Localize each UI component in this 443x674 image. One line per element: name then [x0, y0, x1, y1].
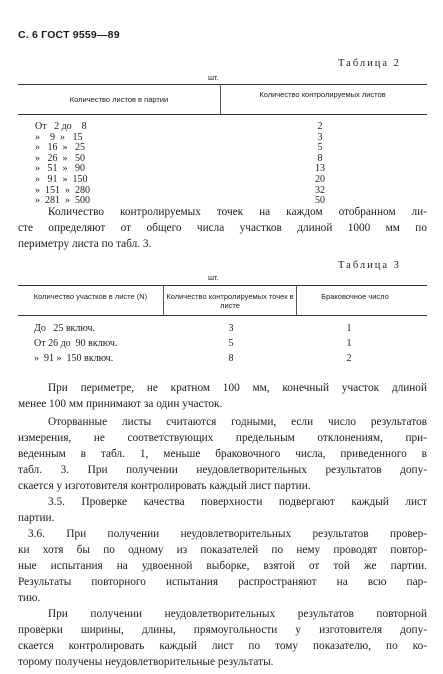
paragraph-line: скается контролировать каждый лист по тому показателю, по ко-: [18, 640, 427, 652]
table2-unit: шт.: [208, 73, 219, 82]
table2-row-range: » 51 » 90: [35, 163, 85, 175]
page-header: С. 6 ГОСТ 9559—89: [18, 29, 120, 41]
paragraph-line: 3.6. При получении неудовлетворительных результатов провер-: [28, 528, 427, 540]
table2-row-count: 8: [317, 152, 323, 164]
table3-row-reject: 1: [346, 338, 352, 349]
table3-caption: Таблица 3: [338, 260, 401, 271]
paragraph-line: ки хотя бы по одному из показателей по нему проводят повтор-: [18, 544, 427, 556]
table3-row-points: 8: [228, 353, 234, 364]
table2-row-range: » 26 » 50: [35, 152, 85, 164]
table2-row-count: 3: [317, 131, 323, 143]
table2-row-count: 2: [317, 121, 323, 132]
paragraph-line: измерения, не соответствующих предельным отклонениям, при-: [18, 432, 427, 444]
table2-row-range: » 151 » 280: [35, 184, 90, 196]
table2-row-range: От 2 до 8: [35, 121, 87, 132]
paragraph-line: Результаты повторного испытания распространяют на всю пар-: [18, 576, 427, 588]
paragraph-line: табл. 3. При получении неудовлетворительных результатов допу-: [18, 464, 427, 476]
table2-row-count: 20: [315, 174, 325, 185]
table3-top-rule: [18, 285, 427, 286]
table2-row-range: » 281 » 500: [35, 195, 90, 207]
paragraph-line: Оторванные листы считаются годными, если число результатов: [48, 416, 427, 428]
table3-row-reject: 1: [346, 323, 352, 334]
table3-row-range: От 26 до 90 включ.: [34, 338, 118, 349]
paragraph-line: периметру листа по табл. 3.: [18, 238, 152, 250]
table3-row-points: 3: [228, 323, 234, 334]
table2-header-divider: [220, 84, 221, 114]
paragraph-line: веденным в табл. 1, меньше браковочного числа, приведенного в: [18, 448, 427, 460]
paragraph-line: При периметре, не кратном 100 мм, конечный участок длиной: [48, 382, 427, 394]
table3-col3-header: Браковочное число: [321, 292, 389, 301]
table2-row-count: 5: [317, 142, 323, 154]
paragraph-line: партии.: [18, 512, 55, 524]
paragraph-line: тию.: [18, 592, 41, 604]
table2-row-range: » 91 » 150: [35, 174, 88, 185]
table2-row-count: 32: [315, 184, 325, 196]
table3-unit: шт.: [208, 273, 219, 282]
table2-top-rule: [18, 84, 427, 85]
table3-row-range: До 25 включ.: [34, 323, 96, 334]
table3-header-rule: [18, 315, 427, 316]
table2-row-range: » 16 » 25: [35, 142, 85, 154]
table2-row-range: » 9 » 15: [35, 131, 83, 143]
table3-header-divider-2: [296, 285, 297, 315]
table2-caption: Таблица 2: [338, 58, 401, 69]
table2-row-count: 13: [315, 163, 325, 175]
paragraph-line: проверки ширины, длины, прямоугольности у изготовителя допу-: [18, 624, 427, 636]
table3-row-points: 5: [228, 338, 234, 349]
paragraph-line: менее 100 мм принимают за один участок.: [18, 398, 223, 410]
paragraph-line: скается у изготовителя контролировать каждый лист партии.: [18, 480, 311, 492]
paragraph-line: При получении неудовлетворительных результатов повторной: [48, 608, 427, 620]
paragraph-line: торому получены неудовлетворительные результаты.: [18, 656, 274, 668]
table3-col1-header: Количество участков в листе (N): [33, 292, 148, 301]
table3-row-range: » 91 » 150 включ.: [34, 353, 114, 364]
paragraph-line: сте определяют от общего числа участков длиной 1000 мм по: [18, 222, 427, 234]
table2-col1-header: Количество листов в партии: [69, 95, 169, 104]
table2-row-count: 50: [315, 195, 325, 207]
paragraph-line: Количество контролируемых точек на каждом отобранном ли-: [48, 206, 427, 218]
table2-col2-header: Количество контролируемых листов: [259, 90, 386, 99]
paragraph-line: ные испытания на удвоенной выборке, взятой от той же партии.: [18, 560, 427, 572]
table2-header-rule: [18, 114, 427, 115]
paragraph-line: 3.5. Проверке качества поверхности подвергают каждый лист: [48, 496, 427, 508]
table3-col2-header: Количество контролируемых точек в листе: [166, 292, 294, 310]
table3-row-reject: 2: [346, 353, 352, 364]
